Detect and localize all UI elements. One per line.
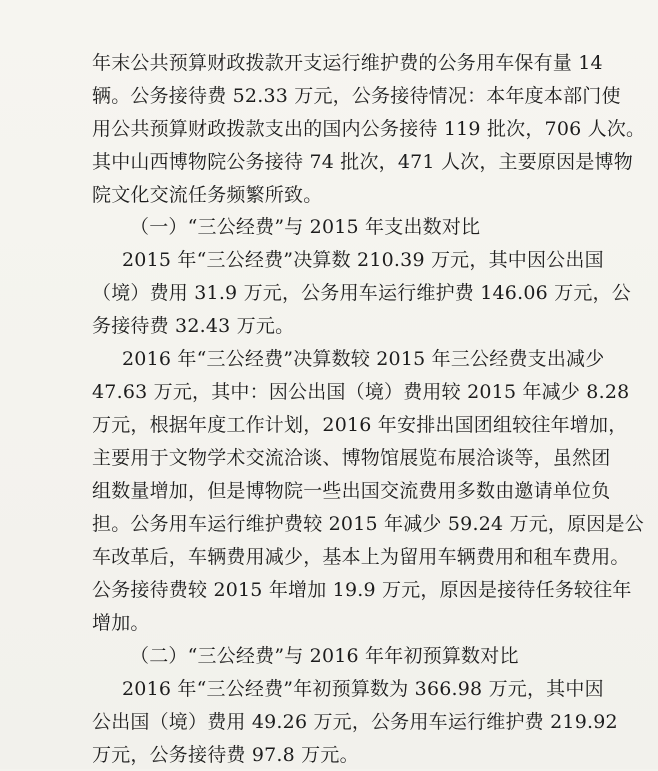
text-line: 车改革后，车辆费用减少，基本上为留用车辆费用和租车费用。: [92, 546, 630, 568]
text-line: 年末公共预算财政拨款开支运行维护费的公务用车保有量 14: [92, 52, 603, 74]
text-line: 公务接待费较 2015 年增加 19.9 万元，原因是接待任务较往年: [92, 579, 632, 601]
text-line: 万元，根据年度工作计划，2016 年安排出国团组较往年增加，: [92, 414, 628, 436]
text-line: 2016 年“三公经费”决算数较 2015 年三公经费支出减少: [122, 348, 605, 370]
text-line: 万元，公务接待费 97.8 万元。: [92, 744, 359, 766]
section-heading-text: （一）“三公经费”与 2015 年支出数对比: [130, 216, 481, 238]
text-line: 增加。: [92, 612, 150, 634]
text-line: 2015 年“三公经费”决算数 210.39 万元，其中因公出国: [122, 249, 604, 271]
text-line: 用公共预算财政拨款支出的国内公务接待 119 批次，706 人次。: [92, 118, 646, 140]
text-line: 务接待费 32.43 万元。: [92, 315, 295, 337]
text-line: 其中山西博物院公务接待 74 批次，471 人次，主要原因是博物: [92, 151, 633, 173]
section-heading-text: （二）“三公经费”与 2016 年年初预算数对比: [130, 645, 519, 667]
text-line: 院文化交流任务频繁所致。: [92, 184, 323, 206]
text-line: 辆。公务接待费 52.33 万元，公务接待情况：本年度本部门使: [92, 85, 621, 107]
text-line: 公出国（境）费用 49.26 万元，公务用车运行维护费 219.92: [92, 711, 618, 733]
text-line: 担。公务用车运行维护费较 2015 年减少 59.24 万元，原因是公: [92, 513, 644, 535]
text-line: 2016 年“三公经费”年初预算数为 366.98 万元，其中因: [122, 678, 604, 700]
text-line: （境）费用 31.9 万元，公务用车运行维护费 146.06 万元，公: [92, 282, 631, 304]
text-line: 47.63 万元，其中：因公出国（境）费用较 2015 年减少 8.28: [92, 381, 630, 403]
text-line: 主要用于文物学术交流洽谈、博物馆展览布展洽谈等，虽然团: [92, 447, 611, 469]
text-line: 组数量增加，但是博物院一些出国交流费用多数由邀请单位负: [92, 480, 611, 502]
